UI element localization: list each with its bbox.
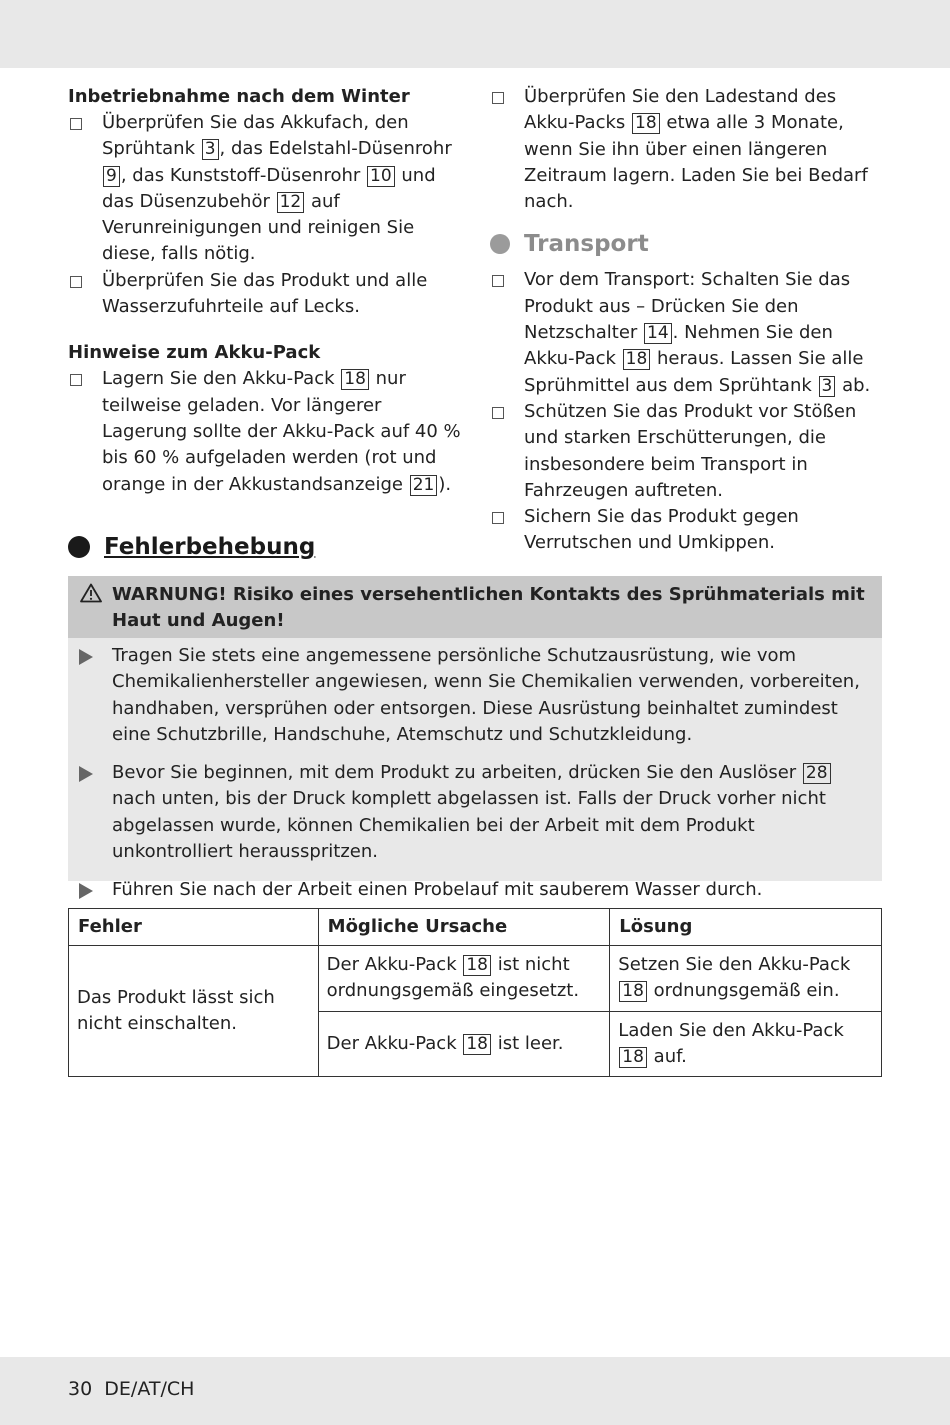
list-item: Überprüfen Sie den Ladestand des Akku-Packs 18 etwa alle 3 Monate, wenn Sie ihn über einen längeren Zeitraum lagern. Laden Sie bei Bedarf nach. [490, 84, 885, 215]
part-ref: 12 [277, 192, 305, 213]
table-row [69, 946, 882, 1012]
checkbox-icon [70, 374, 82, 386]
troubleshooting-table [68, 908, 882, 1077]
list-item: Tragen Sie stets eine angemessene persönliche Schutzausrüstung, wie vom Chemikalienhersteller angewiesen, wenn Sie Chemikalien verwenden, vorbereiten, handhaben, versprühen oder entsorgen. Diese Ausrüstung beinhaltet zumindest eine Schutzbrille, Handschuhe, Atemschutz und Schutzkleidung. [112, 643, 862, 748]
list-item: Vor dem Transport: Schalten Sie das Produkt aus – Drücken Sie den Netzschalter 14 . Nehmen Sie den Akku-Pack 18 heraus. Lassen Sie alle Sprühmittel aus dem Sprühtank 3 ab. [490, 267, 885, 398]
bullet-dot-icon [490, 234, 510, 254]
list-item: Sichern Sie das Produkt gegen Verrutschen und Umkippen. [490, 504, 885, 557]
checkbox-icon [492, 407, 504, 419]
table-cell-loesung: Setzen Sie den Akku-Pack 18 ordnungsgemäß ein. [610, 946, 882, 1012]
part-ref: 28 [803, 763, 831, 784]
akku-list [68, 366, 463, 497]
column-header: Fehler [69, 909, 319, 946]
language-label: DE/AT/CH [104, 1378, 195, 1400]
winter-list [68, 110, 463, 320]
part-ref: 14 [644, 323, 672, 344]
transport-heading: Transport [490, 229, 885, 259]
checkbox-icon [70, 118, 82, 130]
part-ref: 18 [632, 113, 660, 134]
left-column [68, 84, 463, 498]
part-ref: 3 [202, 139, 219, 160]
warning-title: WARNUNG! Risiko eines versehentlichen Kontakts des Sprühmaterials mit Haut und Augen! [68, 576, 882, 638]
checkbox-icon [492, 512, 504, 524]
column-header: Mögliche Ursache [318, 909, 610, 946]
list-item: Lagern Sie den Akku-Pack 18 nur teilweise geladen. Vor längerer Lagerung sollte der Akku-Pack auf 40 % bis 60 % aufgeladen werden (rot und orange in der Akkustandsanzeige 21 ). [68, 366, 463, 497]
bullet-dot-icon [68, 536, 90, 558]
list-item: Führen Sie nach der Arbeit einen Probelauf mit sauberem Wasser durch. [112, 877, 862, 903]
list-item: Bevor Sie beginnen, mit dem Produkt zu arbeiten, drücken Sie den Auslöser 28 nach unten, bis der Druck komplett abgelassen ist. Falls der Druck vorher nicht abgelassen wurde, können Chemikalien bei der Arbeit mit dem Produkt unkontrolliert herausspritzen. [112, 760, 862, 865]
warning-list [68, 638, 882, 904]
column-header: Lösung [610, 909, 882, 946]
checkbox-icon [492, 275, 504, 287]
part-ref: 9 [103, 166, 120, 187]
page-number: 30 [68, 1378, 93, 1400]
part-ref: 18 [619, 1047, 647, 1068]
warning-triangle-icon [80, 583, 102, 603]
part-ref: 3 [819, 376, 836, 397]
part-ref: 10 [367, 166, 395, 187]
part-ref: 18 [619, 981, 647, 1002]
winter-heading: Inbetriebnahme nach dem Winter [68, 86, 410, 107]
list-item: Schützen Sie das Produkt vor Stößen und starken Erschütterungen, die insbesondere beim Transport in Fahrzeugen auftreten. [490, 399, 885, 504]
part-ref: 18 [463, 955, 491, 976]
checkbox-icon [492, 92, 504, 104]
table-cell-fehler: Das Produkt lässt sich nicht einschalten. [69, 946, 319, 1077]
table-cell-ursache: Der Akku-Pack 18 ist nicht ordnungsgemäß eingesetzt. [318, 946, 610, 1012]
header-band [0, 0, 950, 68]
table-cell-ursache: Der Akku-Pack 18 ist leer. [318, 1011, 610, 1077]
table-cell-loesung: Laden Sie den Akku-Pack 18 auf. [610, 1011, 882, 1077]
arrow-right-icon [79, 883, 93, 899]
checkbox-icon [70, 276, 82, 288]
transport-list [490, 267, 885, 556]
part-ref: 21 [410, 475, 438, 496]
table-header-row [69, 909, 882, 946]
list-item: Überprüfen Sie das Produkt und alle Wasserzufuhrteile auf Lecks. [68, 268, 463, 321]
right-column [490, 84, 885, 557]
akku-heading: Hinweise zum Akku-Pack [68, 342, 321, 364]
arrow-right-icon [79, 649, 93, 665]
warning-box [68, 576, 882, 901]
part-ref: 18 [463, 1034, 491, 1055]
part-ref: 18 [341, 369, 369, 390]
list-item: Überprüfen Sie das Akkufach, den Sprühtank 3 , das Edelstahl-Düsenrohr 9 , das Kunststoff-Düsenrohr 10 und das Düsenzubehör 12 auf Verunreinigungen und reinigen Sie diese, falls nötig. [68, 110, 463, 268]
akku-check-list [490, 84, 885, 215]
page-footer [68, 1378, 194, 1400]
arrow-right-icon [79, 766, 93, 782]
fehler-heading: Fehlerbehebung [68, 532, 315, 562]
part-ref: 18 [623, 349, 651, 370]
